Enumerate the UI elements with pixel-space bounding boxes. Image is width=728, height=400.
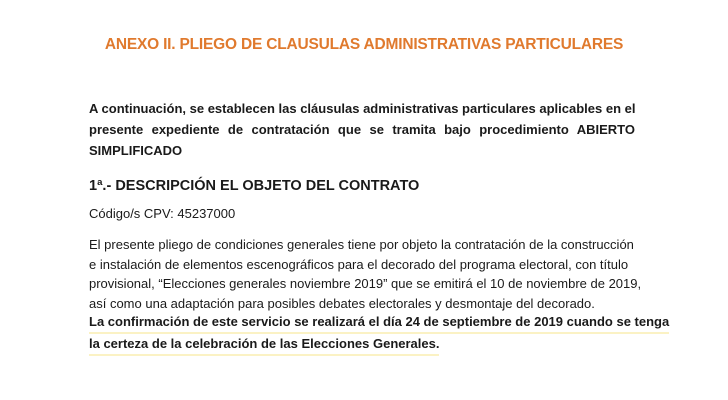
body-line: así como una adaptación para posibles debates electorales y desmontaje del decorado. bbox=[89, 295, 595, 311]
intro-line: A continuación, se establecen las cláusulas administrativas particulares aplicables en el bbox=[89, 101, 636, 116]
body-line: e instalación de elementos escenográficos para el decorado del programa electoral, con título bbox=[89, 256, 629, 272]
intro-line: presente expediente de contratación que se tramita bajo procedimiento ABIERTO bbox=[89, 122, 635, 137]
cpv-code: Código/s CPV: 45237000 bbox=[89, 206, 236, 221]
section-heading: 1ª.- DESCRIPCIÓN EL OBJETO DEL CONTRATO bbox=[89, 178, 420, 194]
intro-paragraph bbox=[89, 98, 635, 161]
document-title: ANEXO II. PLIEGO DE CLAUSULAS ADMINISTRATIVAS PARTICULARES bbox=[104, 36, 624, 53]
confirmation-paragraph bbox=[89, 312, 669, 356]
description-paragraph bbox=[89, 235, 641, 313]
confirmation-line: la certeza de la celebración de las Elecciones Generales. bbox=[89, 334, 439, 356]
body-line: provisional, “Elecciones generales noviembre 2019” que se emitirá el 10 de noviembre de 2019, bbox=[89, 276, 642, 291]
intro-line: SIMPLIFICADO bbox=[89, 143, 183, 158]
confirmation-line: La confirmación de este servicio se realizará el día 24 de septiembre de 2019 cuando se tenga bbox=[89, 312, 669, 334]
body-line: El presente pliego de condiciones generales tiene por objeto la contratación de la construcción bbox=[89, 237, 634, 252]
